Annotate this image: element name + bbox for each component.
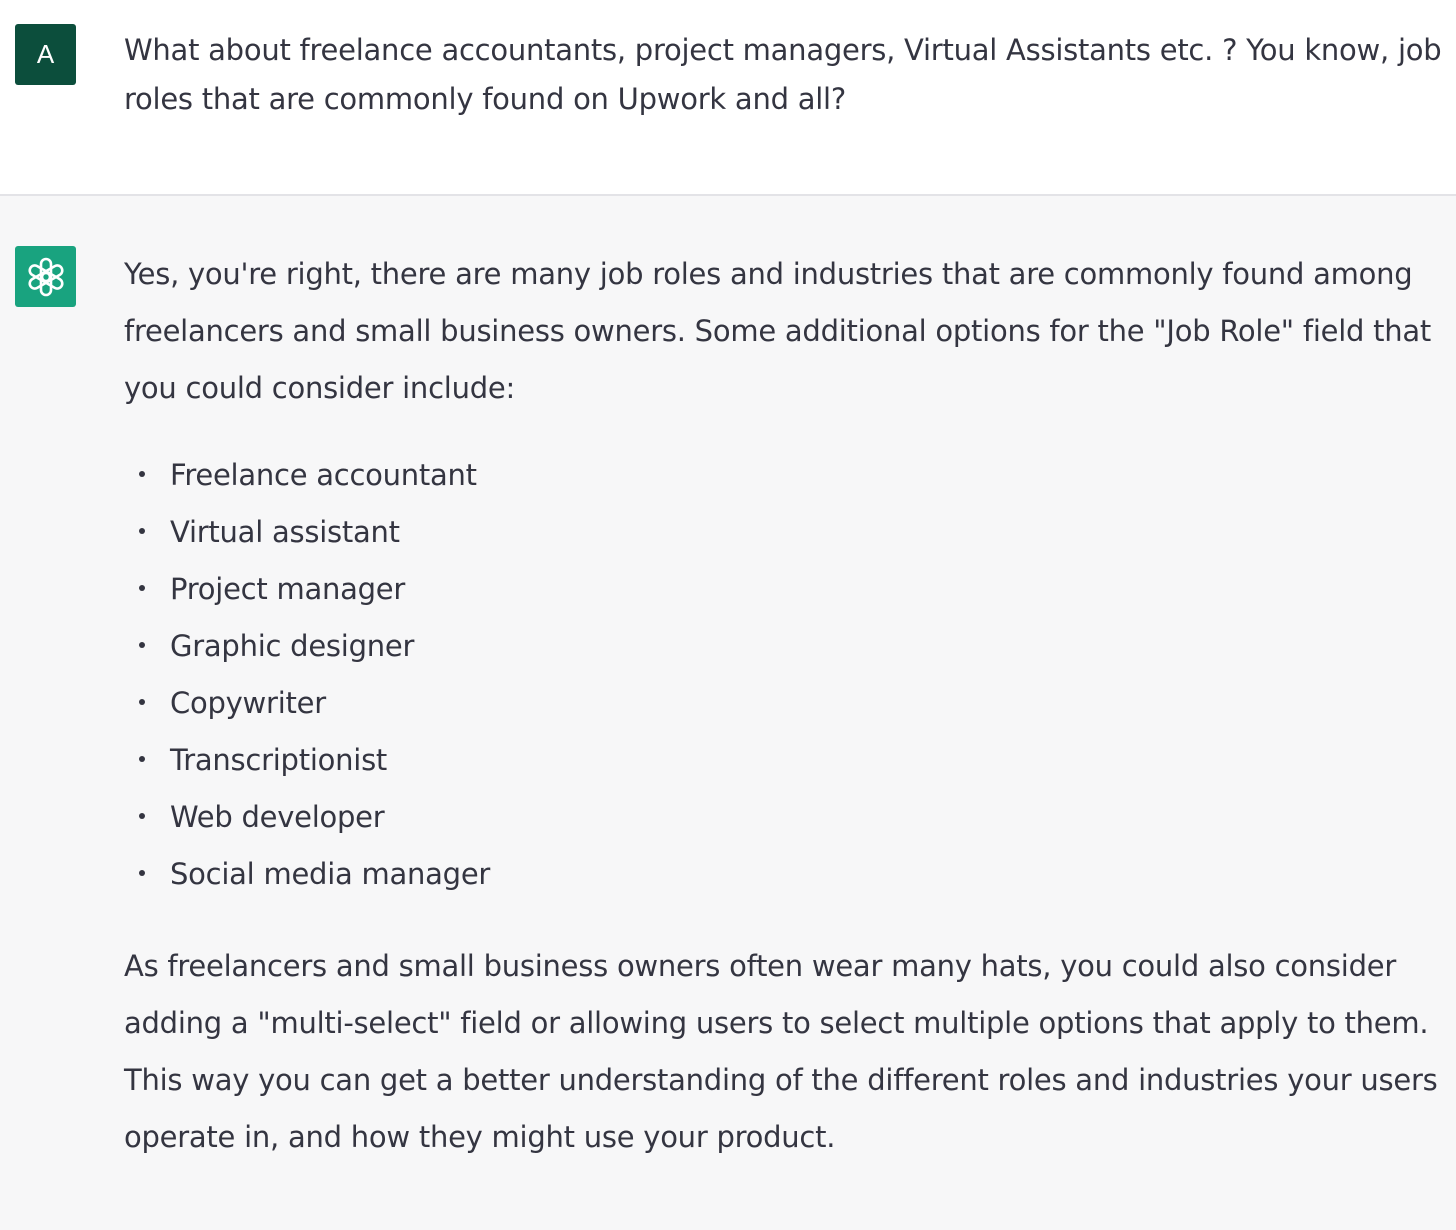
list-item: Copywriter <box>124 675 1442 732</box>
user-avatar-initial: A <box>36 39 55 69</box>
user-avatar <box>15 24 76 85</box>
job-role-list <box>124 447 1442 903</box>
assistant-message-body <box>124 246 1442 1166</box>
assistant-message <box>0 196 1456 1230</box>
openai-logo-icon <box>24 255 68 299</box>
list-item: Freelance accountant <box>124 447 1442 504</box>
assistant-intro-text: Yes, you're right, there are many job roles and industries that are commonly found among freelancers and small business owners. Some additional options for the "Job Role" field that you could consider include: <box>124 257 1432 405</box>
assistant-avatar <box>15 246 76 307</box>
list-item: Virtual assistant <box>124 504 1442 561</box>
list-item: Web developer <box>124 789 1442 846</box>
list-item: Graphic designer <box>124 618 1442 675</box>
list-item: Project manager <box>124 561 1442 618</box>
user-message <box>0 0 1456 196</box>
list-item: Social media manager <box>124 846 1442 903</box>
assistant-outro-text: As freelancers and small business owners often wear many hats, you could also consider adding a "multi-select" field or allowing users to select multiple options that apply to them. This way you can get a better understanding of the different roles and industries your users operate in, and how they might use your product. <box>124 949 1438 1154</box>
list-item: Transcriptionist <box>124 732 1442 789</box>
user-message-text: What about freelance accountants, project managers, Virtual Assistants etc. ? You know, job roles that are commonly found on Upwork and all? <box>124 33 1442 116</box>
